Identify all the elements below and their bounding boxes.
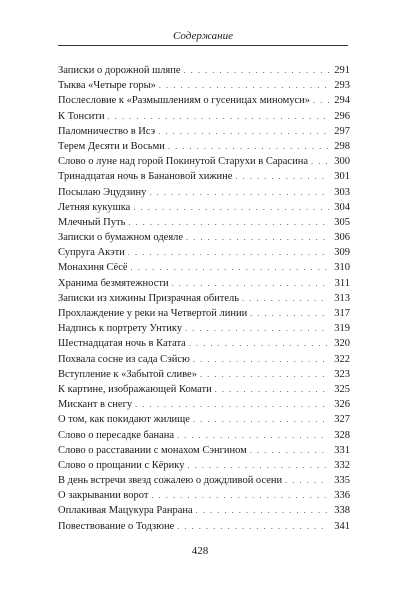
dot-leader xyxy=(151,488,329,503)
dot-leader xyxy=(200,367,329,382)
toc-entry-title: Слово о прощании с Кёрику xyxy=(58,459,185,471)
toc-entry-page: 325 xyxy=(334,383,350,395)
dot-leader xyxy=(177,519,329,534)
toc-entry-title: О том, как покидают жилище xyxy=(58,414,190,426)
toc-entry xyxy=(58,139,350,154)
toc-entry xyxy=(58,215,350,230)
running-header: Содержание xyxy=(172,30,233,42)
toc-entry xyxy=(58,230,350,245)
dot-leader xyxy=(313,93,329,108)
toc-entry xyxy=(58,276,350,291)
dot-leader xyxy=(250,443,329,458)
dot-leader xyxy=(215,382,329,397)
toc-entry-page: 341 xyxy=(334,520,350,532)
toc-entry-title: К Тонсити xyxy=(58,110,105,122)
dot-leader xyxy=(158,124,329,139)
toc-entry xyxy=(58,63,350,78)
toc-entry-page: 338 xyxy=(334,505,350,517)
toc-entry xyxy=(58,352,350,367)
toc-entry xyxy=(58,473,350,488)
dot-leader xyxy=(177,428,329,443)
toc-entry xyxy=(58,306,350,321)
page-number: 428 xyxy=(191,545,209,557)
toc-entry xyxy=(58,245,350,260)
dot-leader xyxy=(128,215,329,230)
toc-entry-page: 311 xyxy=(334,277,350,289)
dot-leader xyxy=(159,78,329,93)
table-of-contents xyxy=(58,63,350,534)
dot-leader xyxy=(285,473,329,488)
toc-entry-page: 310 xyxy=(334,262,350,274)
toc-entry-page: 322 xyxy=(334,353,350,365)
toc-entry-title: Монахиня Сёсё xyxy=(58,262,128,274)
toc-entry-title: Тринадцатая ночь в Банановой хижине xyxy=(58,171,233,183)
toc-entry-title: Оплакивая Мацукура Ранрана xyxy=(58,505,193,517)
toc-entry-page: 301 xyxy=(334,171,350,183)
dot-leader xyxy=(149,185,329,200)
toc-entry-title: Записки из хижины Призрачная обитель xyxy=(58,292,240,304)
toc-entry xyxy=(58,488,350,503)
dot-leader xyxy=(185,321,329,336)
toc-entry xyxy=(58,321,350,336)
toc-entry-title: Летняя кукушка xyxy=(58,201,131,213)
toc-entry xyxy=(58,260,350,275)
toc-entry-title: Шестнадцатая ночь в Катата xyxy=(58,338,186,350)
toc-entry-title: Записки о дорожной шляпе xyxy=(58,65,181,76)
toc-entry xyxy=(58,367,350,382)
toc-entry-title: Терем Десяти и Восьми xyxy=(58,140,165,152)
toc-entry xyxy=(58,382,350,397)
dot-leader xyxy=(242,291,329,306)
toc-entry-title: Записки о бумажном одеяле xyxy=(58,232,184,244)
toc-entry xyxy=(58,503,350,518)
toc-entry-page: 326 xyxy=(334,399,350,411)
dot-leader xyxy=(108,109,329,124)
toc-entry-title: Паломничество в Исэ xyxy=(58,125,156,137)
toc-entry xyxy=(58,154,350,169)
toc-entry-title: О закрывании ворот xyxy=(58,490,149,502)
toc-entry-page: 304 xyxy=(334,201,350,213)
toc-entry-title: Послесловие к «Размышлениям о гусеницах миномуси» xyxy=(58,95,311,107)
toc-entry-title: Вступление к «Забытой сливе» xyxy=(58,368,197,380)
toc-entry xyxy=(58,185,350,200)
toc-entry-title: Посылаю Эцудзину xyxy=(58,186,147,198)
toc-entry xyxy=(58,412,350,427)
toc-entry-page: 306 xyxy=(334,232,350,244)
toc-entry-page: 309 xyxy=(334,247,350,259)
toc-entry-title: К картине, изображающей Комати xyxy=(58,383,212,395)
toc-entry-title: Прохлаждение у реки на Четвертой линии xyxy=(58,308,248,319)
dot-leader xyxy=(235,169,329,184)
toc-entry-page: 313 xyxy=(334,292,350,304)
toc-entry-page: 320 xyxy=(334,338,350,350)
toc-entry-title: Слово о пересадке банана xyxy=(58,429,175,441)
toc-entry-page: 305 xyxy=(334,216,350,228)
toc-entry-page: 319 xyxy=(334,323,350,335)
dot-leader xyxy=(188,458,330,473)
dot-leader xyxy=(131,260,329,275)
toc-entry xyxy=(58,124,350,139)
toc-entry-page: 294 xyxy=(334,95,350,107)
toc-entry-title: Надпись к портрету Унтику xyxy=(58,323,183,335)
toc-entry xyxy=(58,169,350,184)
dot-leader xyxy=(250,306,329,321)
dot-leader xyxy=(193,412,329,427)
dot-leader xyxy=(196,503,329,518)
toc-entry-title: Похвала сосне из сада Сэйсю xyxy=(58,353,190,365)
toc-entry-page: 297 xyxy=(334,125,350,137)
dot-leader xyxy=(311,154,329,169)
dot-leader xyxy=(189,336,329,351)
toc-entry-page: 298 xyxy=(334,140,350,152)
toc-entry-title: Хранима безмятежности xyxy=(58,277,169,289)
toc-entry-page: 332 xyxy=(334,459,350,471)
dot-leader xyxy=(133,200,329,215)
dot-leader xyxy=(128,245,329,260)
toc-entry-title: Слово о расставании с монахом Сэнгином xyxy=(58,444,247,456)
toc-entry-page: 323 xyxy=(334,368,350,380)
dot-leader xyxy=(172,276,329,291)
toc-entry-page: 293 xyxy=(334,80,350,92)
toc-entry-page: 317 xyxy=(334,308,350,319)
toc-entry xyxy=(58,397,350,412)
toc-entry-page: 331 xyxy=(334,444,350,456)
toc-entry-title: Млечный Путь xyxy=(58,216,126,228)
dot-leader xyxy=(193,352,329,367)
toc-entry xyxy=(58,443,350,458)
dot-leader xyxy=(184,63,329,78)
toc-entry xyxy=(58,458,350,473)
toc-entry-title: Супруга Акэти xyxy=(58,247,125,259)
dot-leader xyxy=(135,397,329,412)
toc-entry-page: 300 xyxy=(334,156,350,168)
toc-entry-title: В день встречи звезд сожалею о дождливой осени xyxy=(58,475,283,487)
toc-entry-title: Повествование о Тодзюне xyxy=(58,520,175,532)
toc-entry-page: 328 xyxy=(334,429,350,441)
toc-entry-page: 303 xyxy=(334,186,350,198)
toc-entry-page: 335 xyxy=(334,475,350,487)
toc-entry-page: 291 xyxy=(334,65,350,76)
toc-entry-title: Слово о луне над горой Покинутой Старухи в Сарасина xyxy=(58,156,308,168)
toc-entry xyxy=(58,200,350,215)
toc-entry-page: 336 xyxy=(334,490,350,502)
toc-entry xyxy=(58,428,350,443)
dot-leader xyxy=(168,139,329,154)
header-rule xyxy=(58,45,348,46)
toc-entry xyxy=(58,93,350,108)
toc-entry xyxy=(58,336,350,351)
toc-entry-page: 327 xyxy=(334,414,350,426)
toc-entry xyxy=(58,519,350,534)
toc-entry xyxy=(58,78,350,93)
toc-entry-page: 296 xyxy=(334,110,350,122)
toc-entry-title: Тыква «Четыре горы» xyxy=(58,80,156,92)
toc-entry xyxy=(58,109,350,124)
dot-leader xyxy=(186,230,329,245)
toc-entry-title: Мискант в снегу xyxy=(58,399,133,411)
toc-entry xyxy=(58,291,350,306)
